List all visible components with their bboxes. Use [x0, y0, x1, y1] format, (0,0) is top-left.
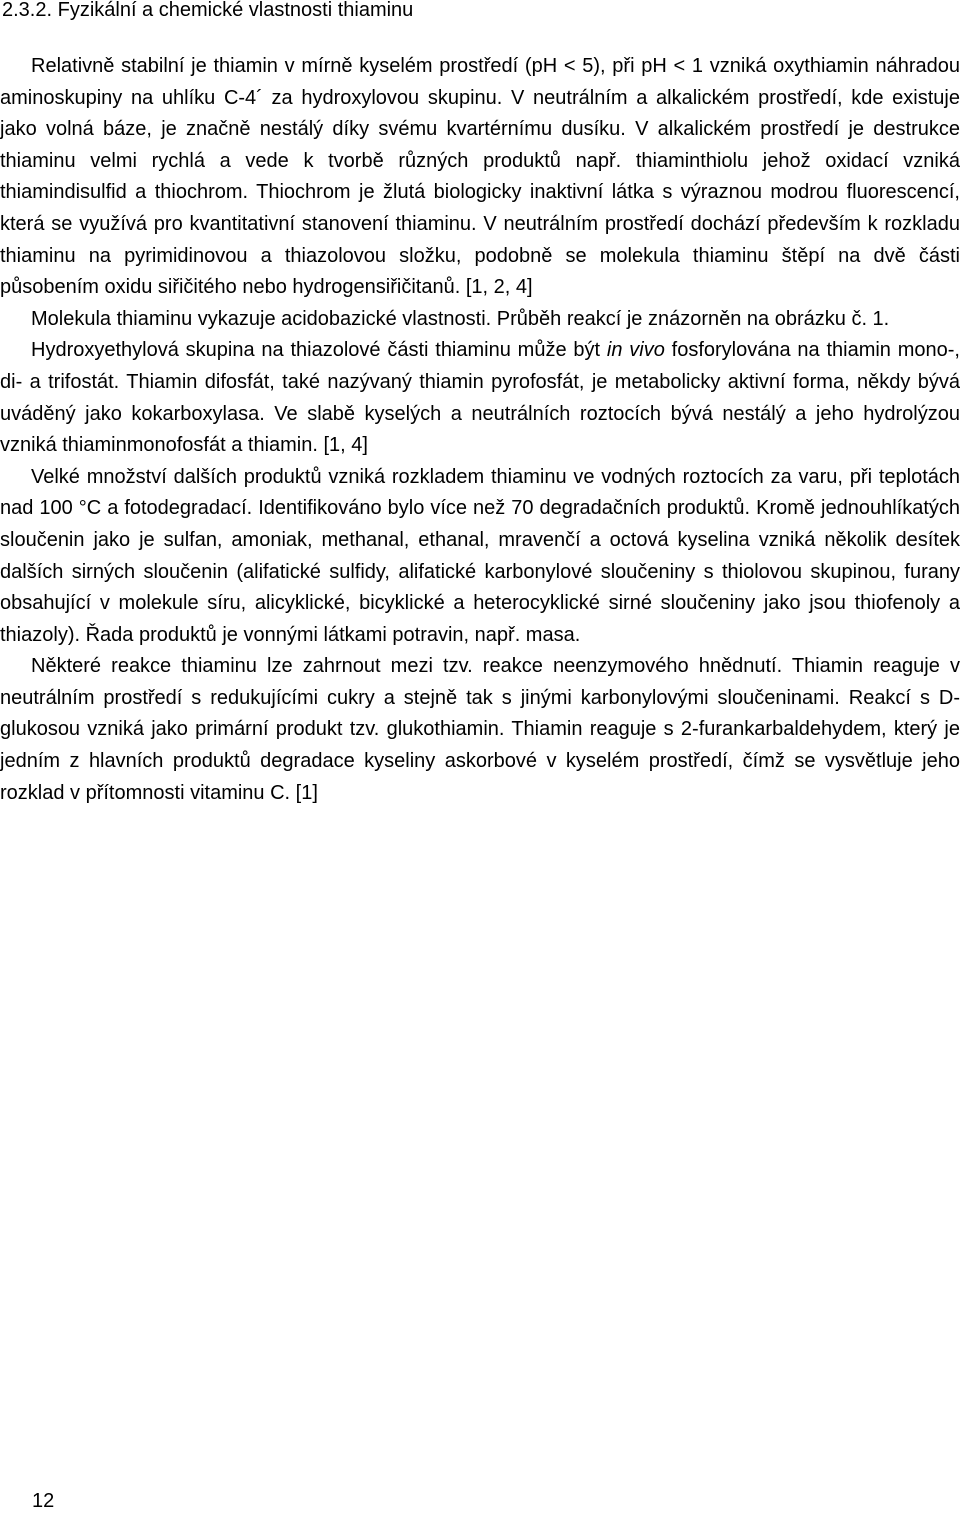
page-number: 12	[32, 1490, 55, 1512]
paragraph-acid-base: Molekula thiaminu vykazuje acidobazické vlastnosti. Průběh reakcí je znázorněn na obrázku č. 1.	[31, 307, 890, 330]
emphasis-in-vivo: in vivo	[606, 339, 665, 362]
paragraph-phosphorylation	[0, 335, 960, 461]
body-text	[0, 51, 960, 809]
section-heading: 2.3.2. Fyzikální a chemické vlastnosti thiaminu	[2, 0, 414, 21]
paragraph-text-part: fosforylována na thiamin mono-, di- a trifostát. Thiamin difosfát, také nazývaný thiamin pyrofosfát, je metabolicky aktivní forma, někdy bývá uváděný jako kokarboxylasa. Ve slabě kyselých a neutrálních roztocích bývá nestálý a jeho hydrolýzou vzniká thiaminmonofosfát a thiamin. [1, 4]	[0, 339, 960, 457]
paragraph-degradation: Velké množství dalších produktů vzniká rozkladem thiaminu ve vodných roztocích za varu, při teplotách nad 100 °C a fotodegradací. Identifikováno bylo více než 70 degradačních produktů. Kromě jednouhlíkatých sloučenin jako je sulfan, amoniak, methanal, ethanal, mravenčí a octová kyselina vzniká několik desítek dalších sirných sloučenin (alifatické sulfidy, alifatické karbonylové sloučeniny s thiolovou skupinou, furany obsahující v molekule síru, alicyklické, bicyklické a heterocyklické sirné sloučeniny jako jsou thiofenoly a thiazoly). Řada produktů je vonnými látkami potravin, např. masa.	[0, 465, 960, 646]
paragraph-stability: Relativně stabilní je thiamin v mírně kyselém prostředí (pH < 5), při pH < 1 vzniká oxythiamin náhradou aminoskupiny na uhlíku C-4´ za hydroxylovou skupinu. V neutrálním a alkalickém prostředí, kde existuje jako volná báze, je značně nestálý díky svému kvartérnímu dusíku. V alkalickém prostředí je destrukce thiaminu velmi rychlá a vede k tvorbě různých produktů např. thiaminthiolu jehož oxidací vzniká thiamindisulfid a thiochrom. Thiochrom je žlutá biologicky inaktivní látka s výraznou modrou fluorescencí, která se využívá pro kvantitativní stanovení thiaminu. V neutrálním prostředí dochází především k rozkladu thiaminu na pyrimidinovou a thiazolovou složku, podobně se molekula thiaminu štěpí na dvě části působením oxidu siřičitého nebo hydrogensiřičitanů. [1, 2, 4]	[0, 55, 960, 299]
paragraph-text-part: Hydroxyethylová skupina na thiazolové části thiaminu může být	[31, 339, 607, 362]
paragraph-browning: Některé reakce thiaminu lze zahrnout mezi tzv. reakce neenzymového hnědnutí. Thiamin reaguje v neutrálním prostředí s redukujícími cukry a stejně tak s jinými karbonylovými sloučeninami. Reakcí s D-glukosou vzniká jako primární produkt tzv. glukothiamin. Thiamin reaguje s 2-furankarbaldehydem, který je jedním z hlavních produktů degradace kyseliny askorbové v kyselém prostředí, čímž se vysvětluje jeho rozklad v přítomnosti vitaminu C. [1]	[0, 655, 960, 804]
